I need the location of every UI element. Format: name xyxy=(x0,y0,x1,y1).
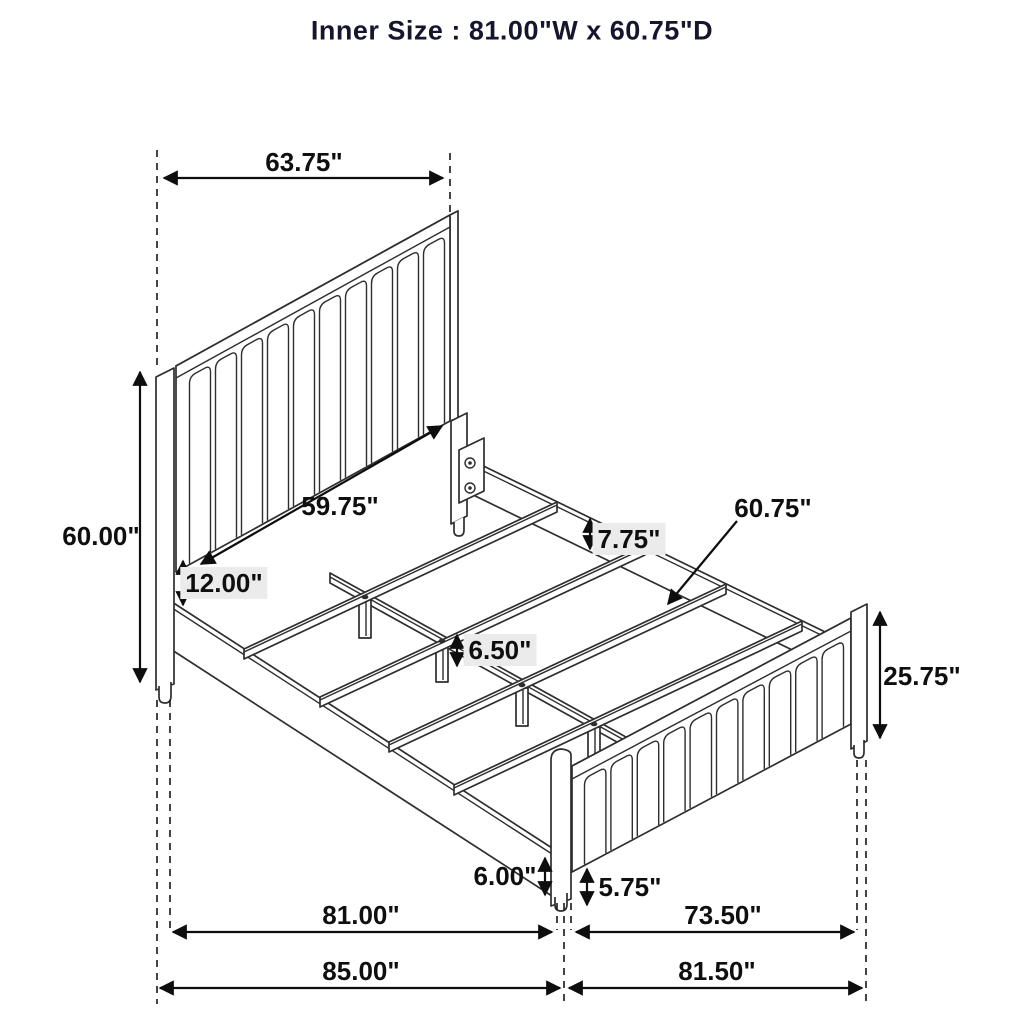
dim-center-leg-height: 6.50" xyxy=(464,634,537,666)
dim-panel-rail-gap: 12.00" xyxy=(180,567,267,599)
dim-slat-depth: 60.75" xyxy=(734,493,812,523)
dim-side-rail-height: 7.75" xyxy=(593,523,666,555)
dim-footboard-leg-height: 5.75" xyxy=(598,872,662,902)
dim-footboard-inner-span: 73.50" xyxy=(684,900,762,930)
dim-headboard-inner-width: 59.75" xyxy=(301,491,379,521)
dim-headboard-height: 60.00" xyxy=(62,521,140,551)
inner-size-title: Inner Size : 81.00"W x 60.75"D xyxy=(310,15,714,46)
dim-headboard-outer-width: 63.75" xyxy=(265,147,343,177)
dim-rail-clearance: 6.00" xyxy=(473,861,537,891)
rail-bracket xyxy=(459,438,484,503)
dim-footboard-outer-span: 81.50" xyxy=(678,956,756,986)
dim-inner-length: 81.00" xyxy=(322,900,400,930)
dim-overall-length: 85.00" xyxy=(322,956,400,986)
dim-footboard-height: 25.75" xyxy=(883,661,961,691)
